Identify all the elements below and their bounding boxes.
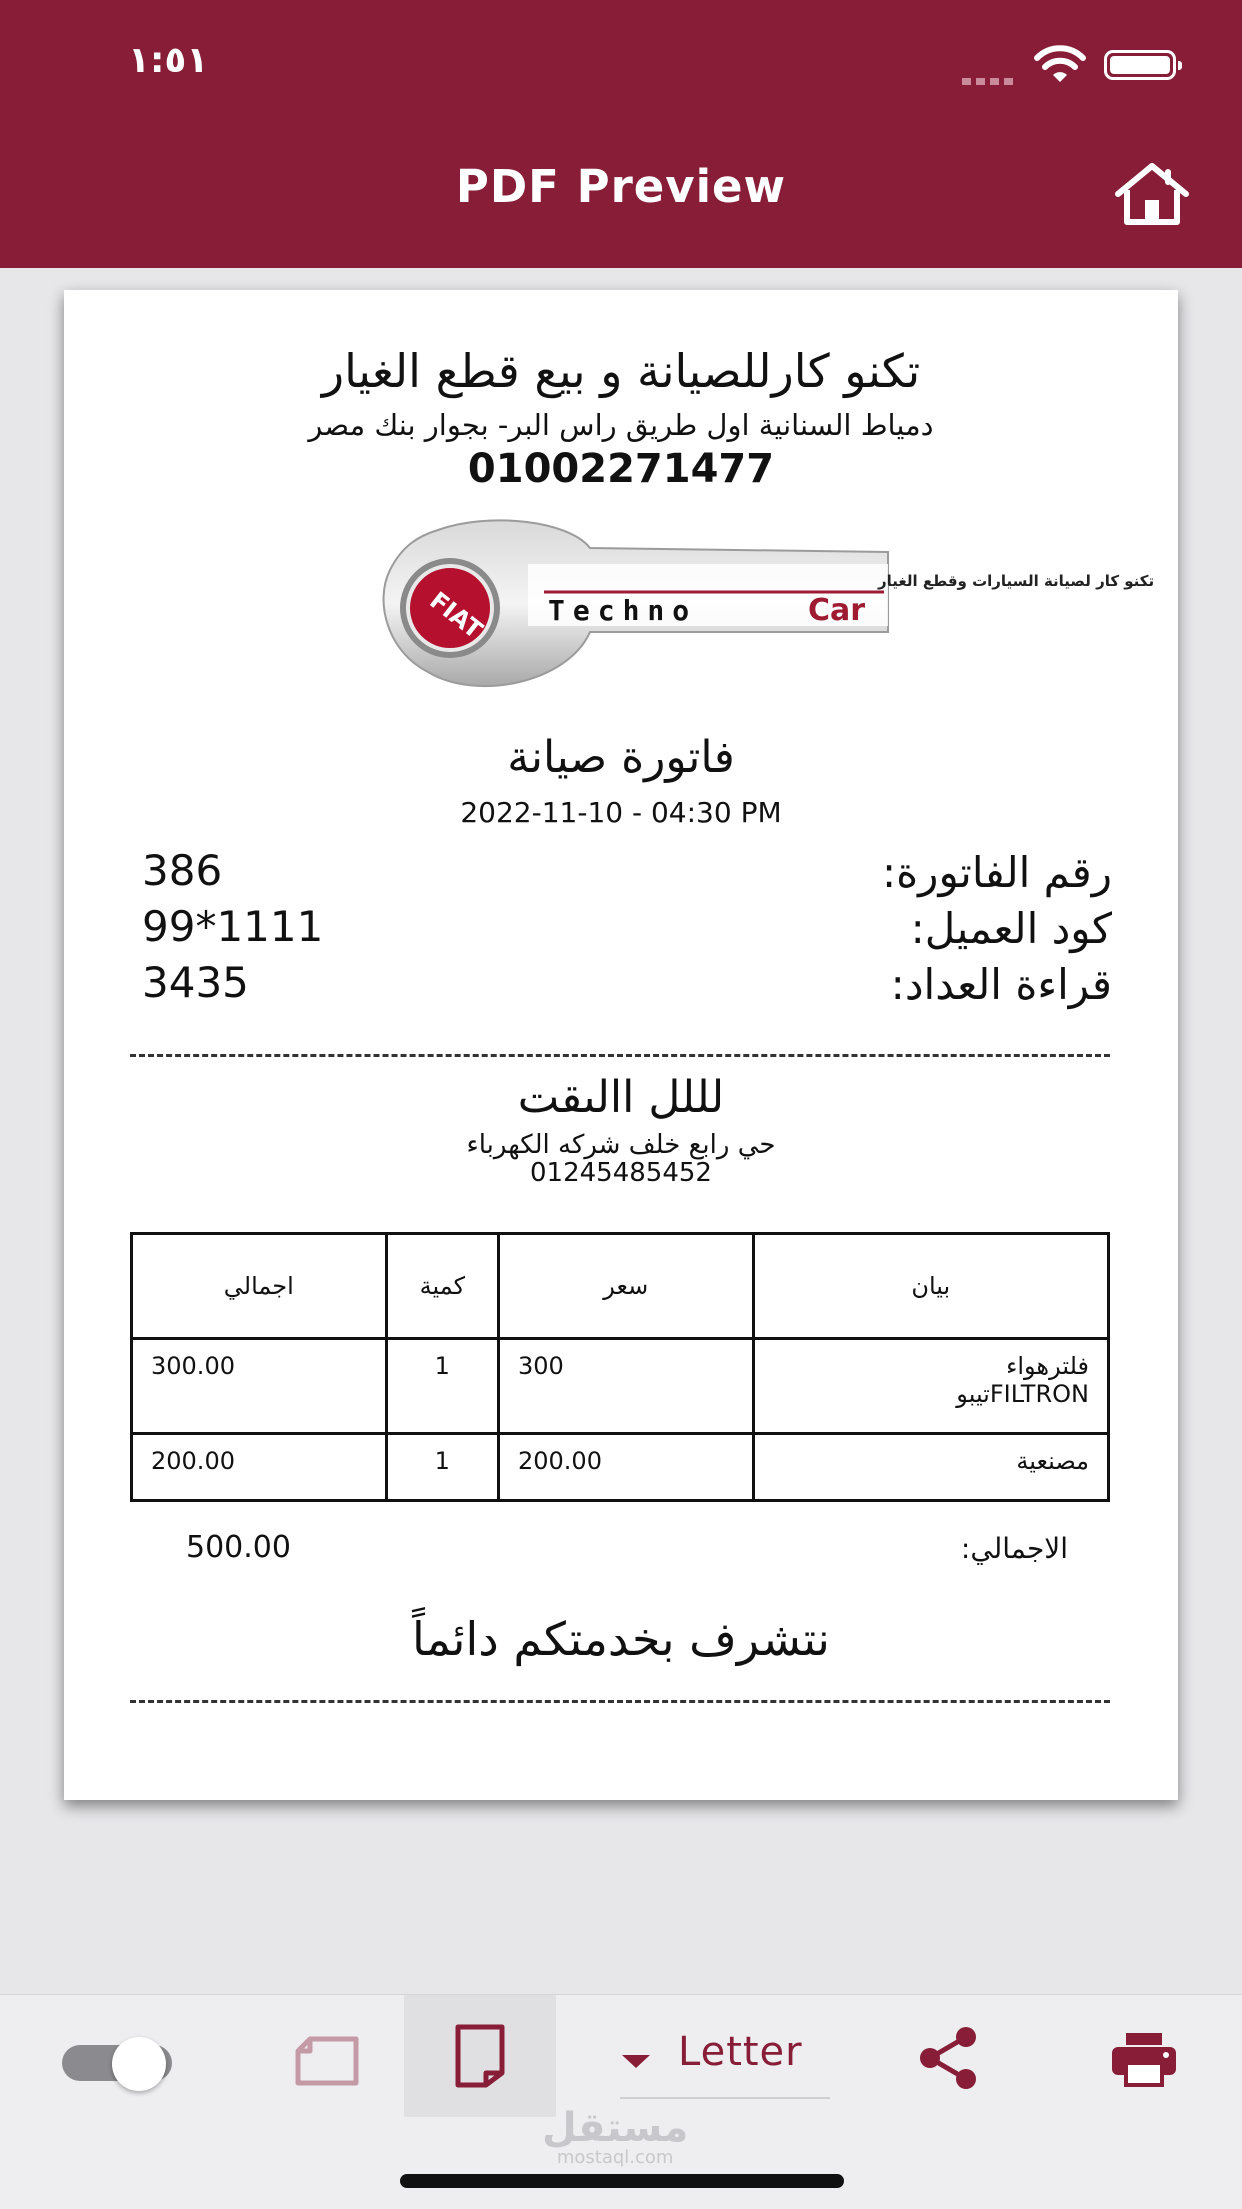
logo-badge: FIAT [424,586,488,645]
column-header-description: بيان [753,1234,1108,1339]
invoice-number-value: 386 [142,846,223,895]
column-header-total: اجمالي [132,1234,387,1339]
home-icon[interactable] [1112,160,1192,228]
status-time: ١:٥١ [128,40,209,81]
invoice-datetime: 2022-11-10 - 04:30 PM [460,796,782,829]
toggle-switch[interactable] [62,2033,178,2089]
logo-arabic-text: تكنو كار لصيانة السيارات وقطع الغيار [878,572,1155,590]
customer-code-value: 99*1111 [142,902,324,951]
grand-total-label: الاجمالي: [960,1532,1068,1565]
logo-brand-left: Techno [548,594,698,627]
item-total: 200.00 [132,1434,387,1501]
column-header-quantity: كمية [386,1234,498,1339]
invoice-number-label: رقم الفاتورة: [882,848,1112,897]
mostaql-watermark [542,2105,688,2168]
item-quantity: 1 [386,1339,498,1434]
page-title: PDF Preview [455,160,787,213]
table-row [132,1434,1109,1501]
item-price: 200.00 [498,1434,753,1501]
item-description: مصنعية [753,1434,1108,1501]
customer-address: حي رابع خلف شركه الكهرباء [466,1130,776,1160]
item-quantity: 1 [386,1434,498,1501]
item-description-line1: فلترهواء [1006,1352,1089,1380]
customer-code-label: كود العميل: [910,904,1112,953]
cellular-signal-icon [962,70,1018,89]
thank-you-message: نتشرف بخدمتكم دائماً [412,1612,830,1666]
watermark-arabic: مستقل [542,2105,689,2151]
customer-phone: 01245485452 [530,1158,712,1188]
items-table [130,1232,1110,1502]
home-indicator[interactable] [400,2174,844,2188]
item-price: 300 [498,1339,753,1434]
share-icon[interactable] [916,2025,980,2091]
company-name: تكنو كارللصيانة و بيع قطع الغيار [321,344,921,398]
battery-icon [1104,50,1176,80]
toggle-knob [112,2037,166,2091]
techno-car-logo [368,512,1155,702]
grand-total-value: 500.00 [186,1530,291,1565]
paper-size-dropdown[interactable] [620,2015,830,2099]
pdf-page [64,290,1178,1800]
odometer-value: 3435 [142,958,249,1007]
app-bar [0,0,1242,268]
odometer-label: قراءة العداد: [890,960,1112,1009]
column-header-price: سعر [498,1234,753,1339]
item-total: 300.00 [132,1339,387,1434]
portrait-icon[interactable] [452,2021,508,2091]
print-icon[interactable] [1110,2031,1178,2087]
wifi-icon [1034,46,1086,84]
divider [130,1054,1110,1057]
item-description-line2: FILTRONتيبو [956,1380,1089,1408]
item-description [753,1339,1108,1434]
watermark-latin: mostaql.com [556,2147,674,2168]
invoice-title: فاتورة صيانة [507,732,735,783]
landscape-icon[interactable] [292,2033,362,2089]
company-phone: 01002271477 [467,446,775,492]
paper-size-label: Letter [678,2029,803,2075]
divider [130,1700,1110,1703]
table-header-row [132,1234,1109,1339]
dropdown-arrow-icon [622,2055,650,2068]
company-address: دمياط السنانية اول طريق راس البر- بجوار بنك مصر [308,408,934,442]
logo-brand-right: Car [808,593,866,628]
customer-name: لللل االىقت [517,1072,725,1123]
table-row [132,1339,1109,1434]
